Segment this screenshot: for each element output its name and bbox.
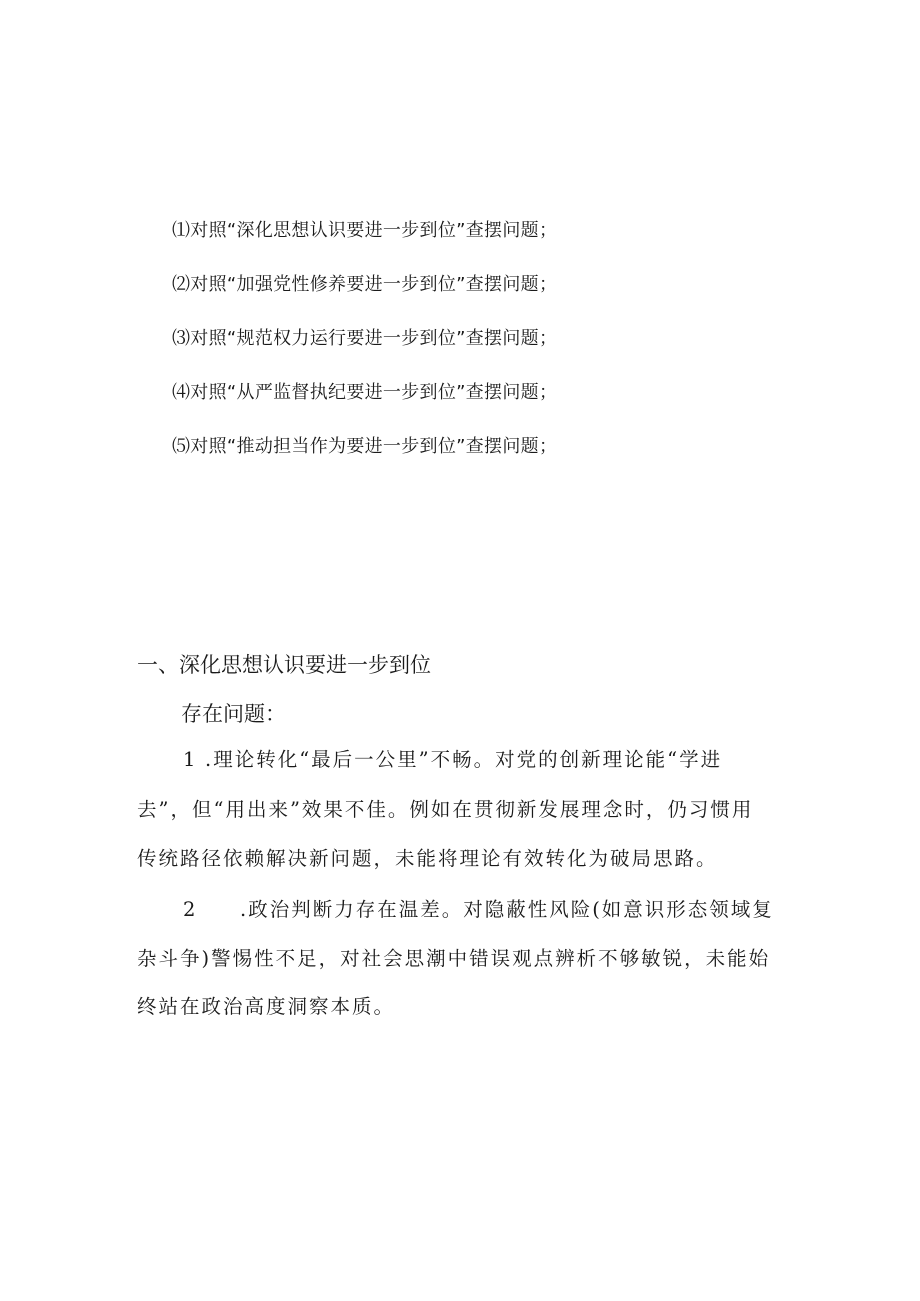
item-2-line-2: 杂斗争)警惕性不足，对社会思潮中错误观点辨析不够敏锐，未能始 xyxy=(137,947,771,970)
item-2-line-3: 终站在政治高度洞察本质。 xyxy=(137,995,396,1018)
section-subheading: 存在问题： xyxy=(181,702,286,726)
item-1-number: 1 xyxy=(183,748,198,771)
section-heading: 一、深化思想认识要进一步到位 xyxy=(137,653,431,677)
toc-item-2: ⑵对照“加强党性修养要进一步到位”查摆问题； xyxy=(172,274,558,295)
item-2-line-1: .政治判断力存在温差。对隐蔽性风险(如意识形态领域复 xyxy=(240,898,774,921)
toc-item-1: ⑴对照“深化思想认识要进一步到位”查摆问题； xyxy=(172,220,558,241)
item-2-number: 2 xyxy=(183,898,198,921)
item-1-line-2: 去”，但“用出来”效果不佳。例如在贯彻新发展理念时，仍习惯用 xyxy=(137,798,754,821)
item-1-line-1: .理论转化“最后一公里”不畅。对党的创新理论能“学进 xyxy=(205,748,723,771)
toc-item-5: ⑸对照“推动担当作为要进一步到位”查摆问题； xyxy=(172,436,558,457)
item-1-line-3: 传统路径依赖解决新问题，未能将理论有效转化为破局思路。 xyxy=(137,847,718,870)
toc-item-3: ⑶对照“规范权力运行要进一步到位”查摆问题； xyxy=(172,328,558,349)
toc-item-4: ⑷对照“从严监督执纪要进一步到位”查摆问题； xyxy=(172,382,558,403)
